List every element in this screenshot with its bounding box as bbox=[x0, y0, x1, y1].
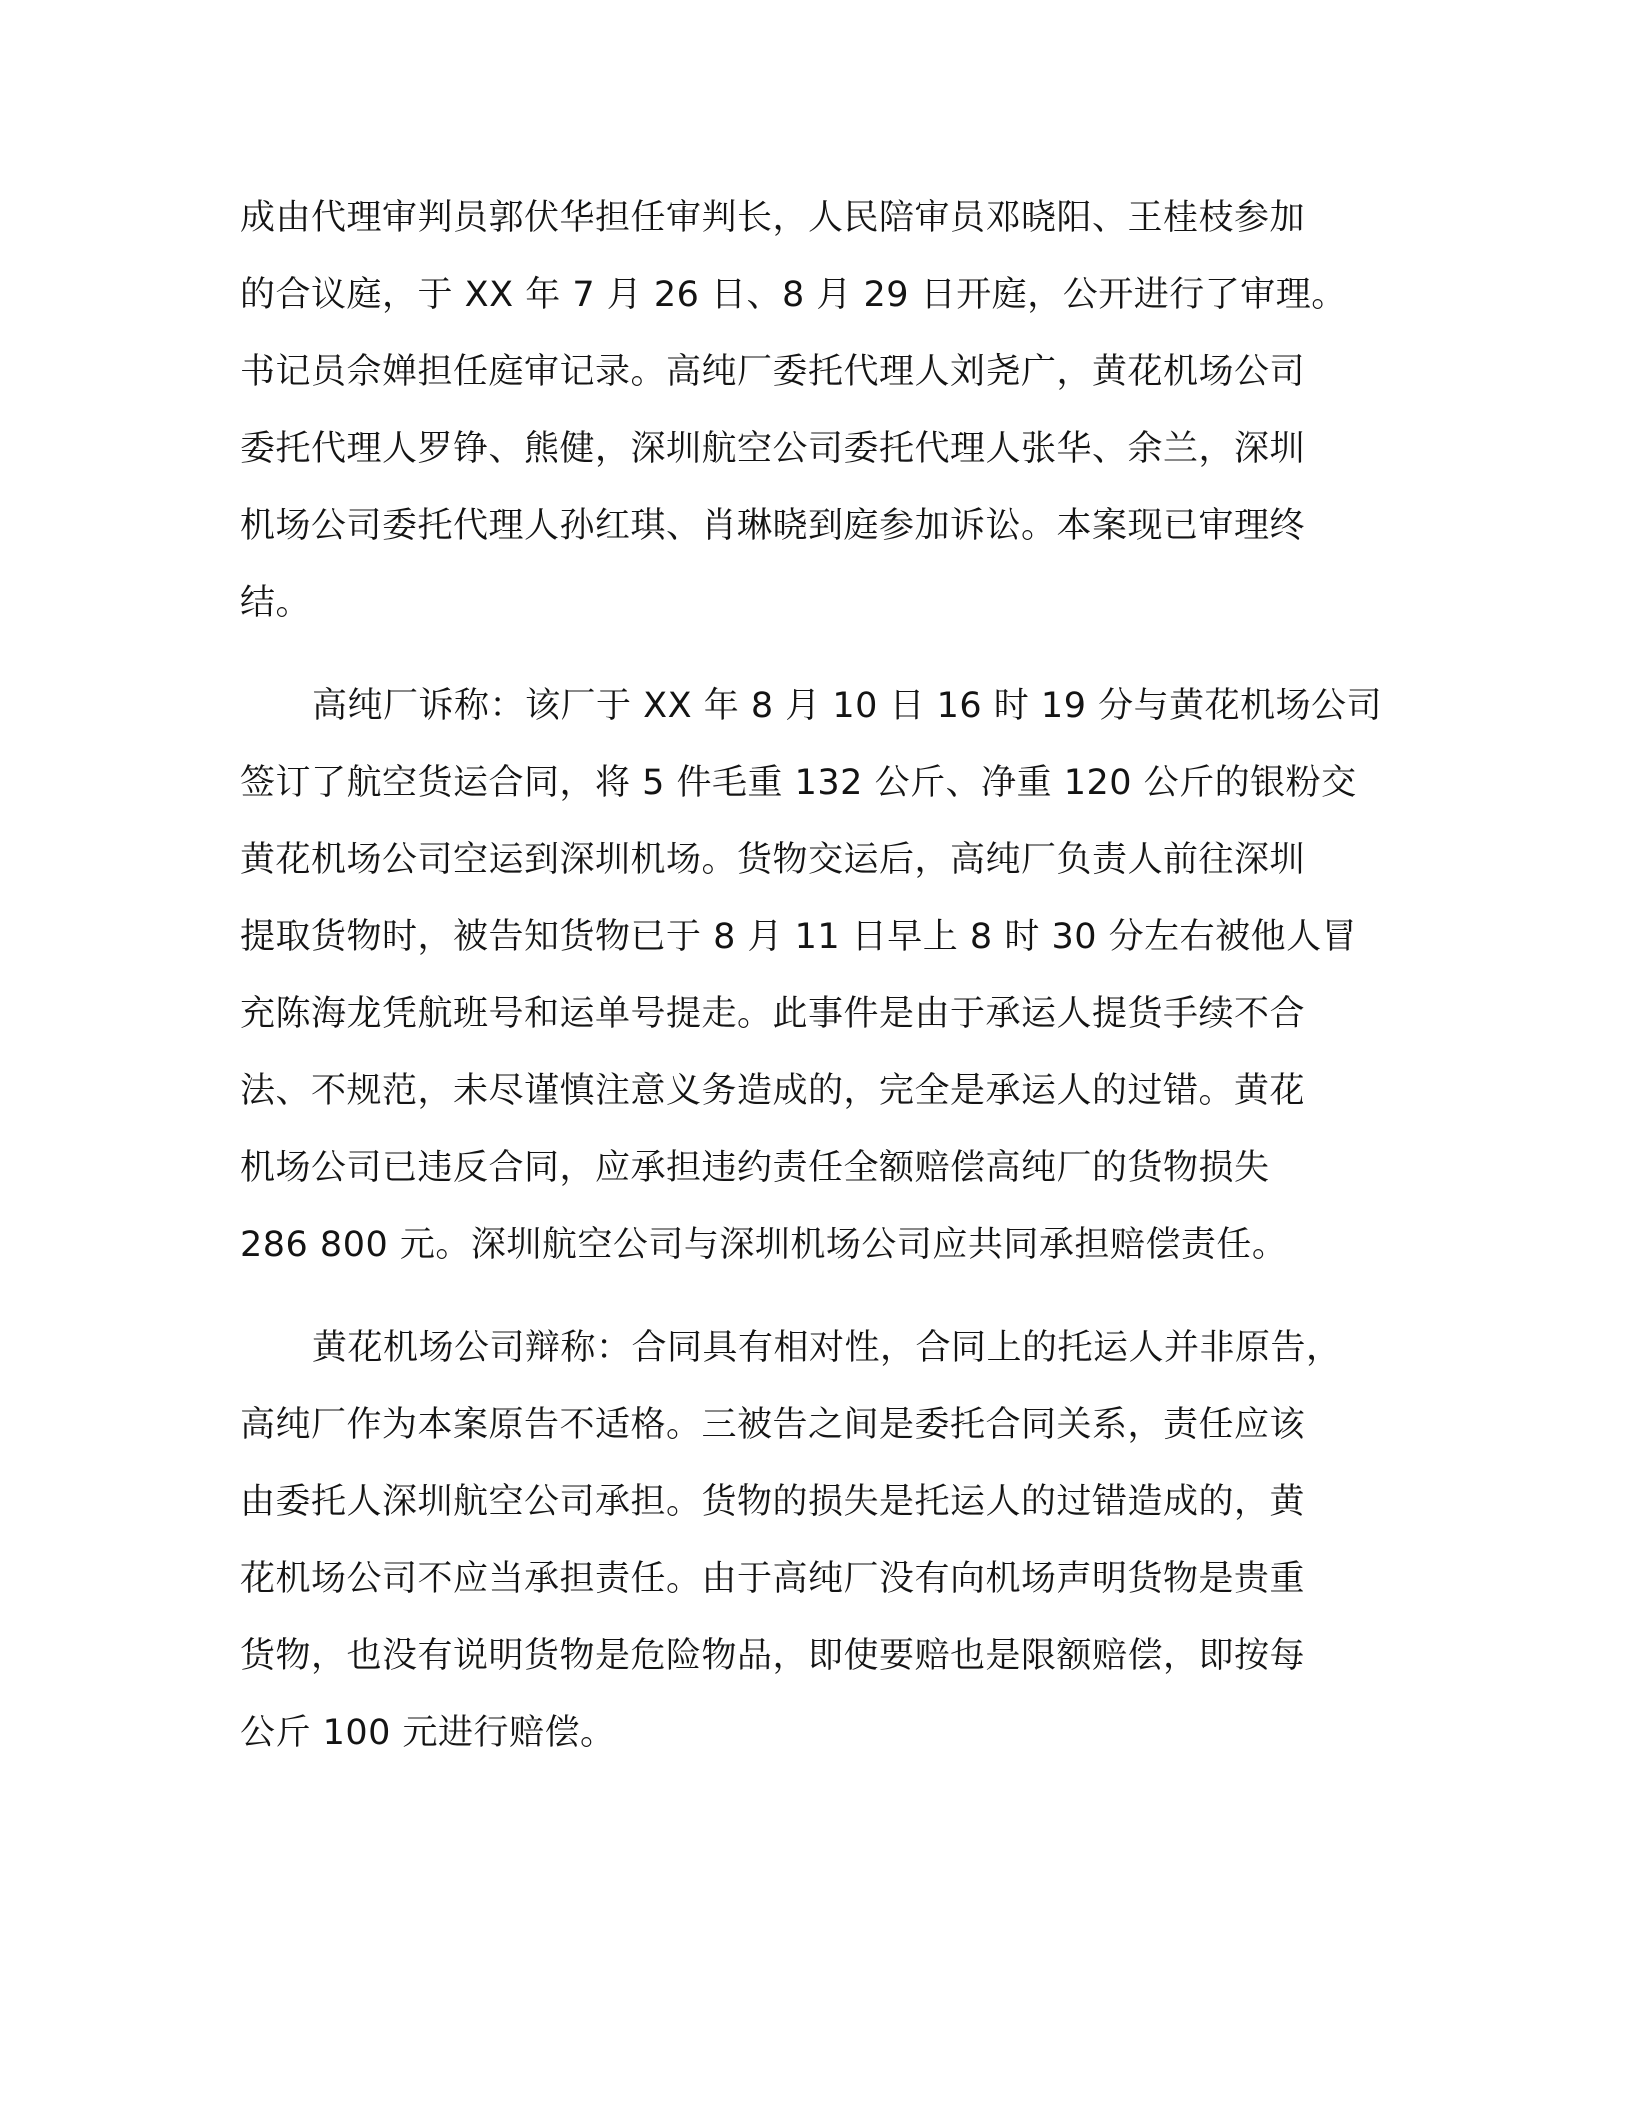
text-line: 286 800 元。深圳航空公司与深圳机场公司应共同承担赔偿责任。 bbox=[240, 1225, 1288, 1265]
text-line: 高纯厂诉称：该厂于 XX 年 8 月 10 日 16 时 19 分与黄花机场公司 bbox=[312, 686, 1383, 726]
text-line: 委托代理人罗铮、熊健，深圳航空公司委托代理人张华、余兰，深圳 bbox=[240, 429, 1306, 469]
paragraph-plaintiff-claim bbox=[240, 668, 1382, 1284]
text-line: 由委托人深圳航空公司承担。货物的损失是托运人的过错造成的，黄 bbox=[240, 1482, 1306, 1522]
text-line: 机场公司已违反合同，应承担违约责任全额赔偿高纯厂的货物损失 bbox=[240, 1148, 1270, 1188]
text-line: 结。 bbox=[240, 583, 312, 623]
text-line: 货物，也没有说明货物是危险物品，即使要赔也是限额赔偿，即按每 bbox=[240, 1636, 1306, 1676]
paragraph-trial-info bbox=[240, 180, 1382, 642]
text-line: 高纯厂作为本案原告不适格。三被告之间是委托合同关系，责任应该 bbox=[240, 1405, 1306, 1445]
text-line: 充陈海龙凭航班号和运单号提走。此事件是由于承运人提货手续不合 bbox=[240, 994, 1306, 1034]
text-line: 机场公司委托代理人孙红琪、肖琳晓到庭参加诉讼。本案现已审理终 bbox=[240, 506, 1306, 546]
text-line: 签订了航空货运合同，将 5 件毛重 132 公斤、净重 120 公斤的银粉交 bbox=[240, 763, 1357, 803]
text-line: 提取货物时，被告知货物已于 8 月 11 日早上 8 时 30 分左右被他人冒 bbox=[240, 917, 1358, 957]
paragraph-defendant-defense bbox=[240, 1310, 1382, 1772]
text-line: 黄花机场公司空运到深圳机场。货物交运后，高纯厂负责人前往深圳 bbox=[240, 840, 1306, 880]
text-line: 黄花机场公司辩称：合同具有相对性，合同上的托运人并非原告， bbox=[312, 1328, 1342, 1368]
text-line: 公斤 100 元进行赔偿。 bbox=[240, 1713, 616, 1753]
text-line: 法、不规范，未尽谨慎注意义务造成的，完全是承运人的过错。黄花 bbox=[240, 1071, 1306, 1111]
text-line: 的合议庭，于 XX 年 7 月 26 日、8 月 29 日开庭，公开进行了审理。 bbox=[240, 275, 1347, 315]
text-line: 成由代理审判员郭伏华担任审判长，人民陪审员邓晓阳、王桂枝参加 bbox=[240, 198, 1306, 238]
text-line: 花机场公司不应当承担责任。由于高纯厂没有向机场声明货物是贵重 bbox=[240, 1559, 1306, 1599]
text-line: 书记员佘婵担任庭审记录。高纯厂委托代理人刘尧广，黄花机场公司 bbox=[240, 352, 1306, 392]
